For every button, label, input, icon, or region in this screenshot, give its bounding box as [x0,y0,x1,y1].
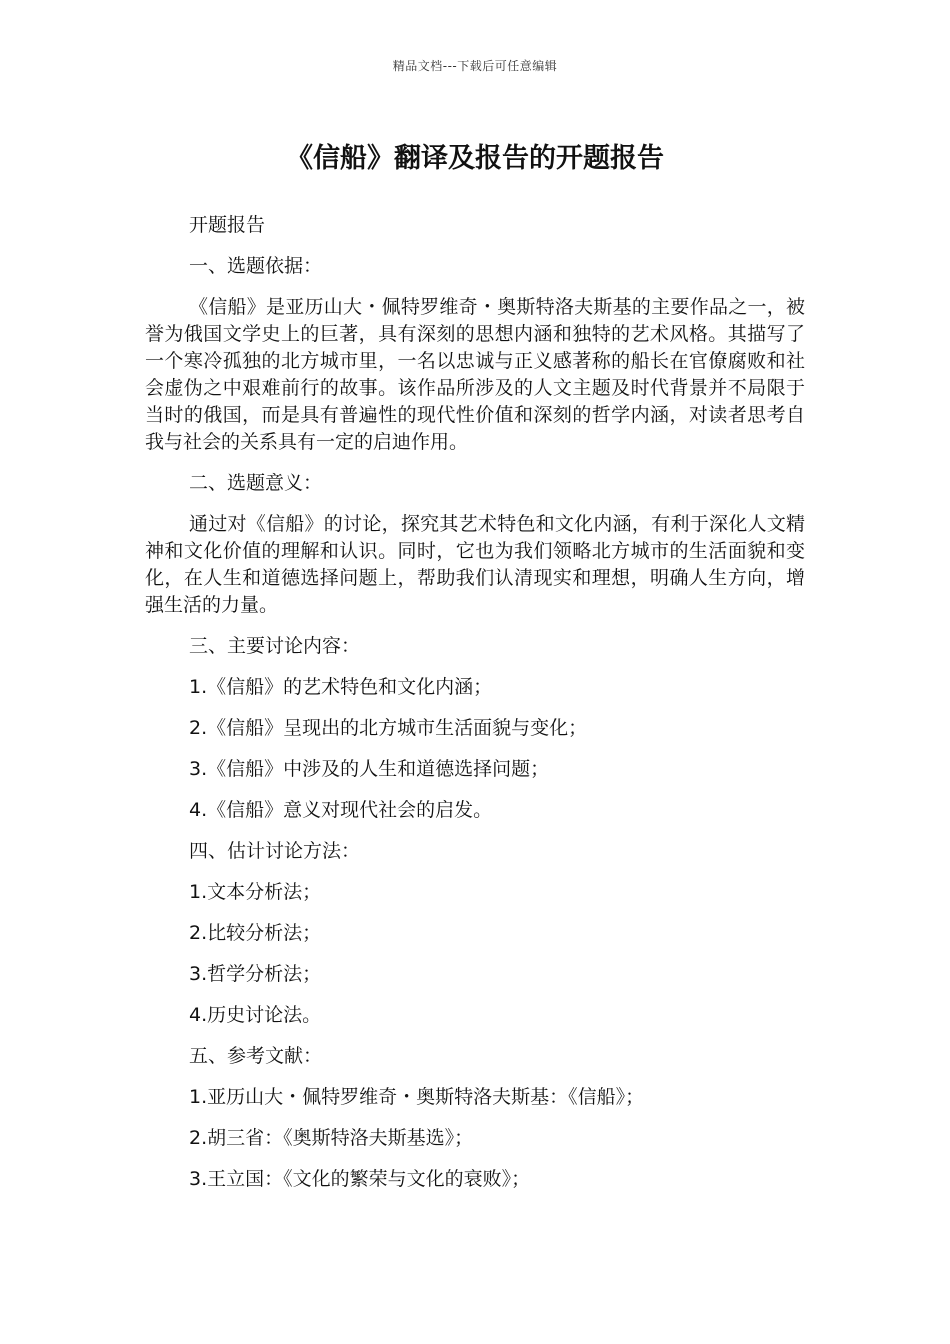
section-body-significance: 通过对《信船》的讨论，探究其艺术特色和文化内涵，有利于深化人文精神和文化价值的理解和认识。同时，它也为我们领略北方城市的生活面貌和变化，在人生和道德选择问题上，帮助我们认清现实和理想，明确人生方向，增强生活的力量。 [145,513,805,616]
section-heading-significance: 二、选题意义： [189,472,323,494]
document-body [145,212,805,1207]
list-item: 2.《信船》呈现出的北方城市生活面貌与变化； [189,717,588,739]
section-heading-methods: 四、估计讨论方法： [189,840,361,862]
section-heading-content: 三、主要讨论内容： [189,635,361,657]
list-item: 4.《信船》意义对现代社会的启发。 [189,799,493,821]
document-title: 《信船》翻译及报告的开题报告 [286,143,664,174]
list-item: 1.《信船》的艺术特色和文化内涵； [189,676,493,698]
list-item: 3.哲学分析法； [189,963,322,985]
reference-item: 1.亚历山大・佩特罗维奇・奥斯特洛夫斯基：《信船》； [189,1086,645,1108]
report-label: 开题报告 [189,214,266,236]
page-header: 精品文档---下载后可任意编辑 [392,59,558,73]
list-item: 1.文本分析法； [189,881,322,903]
reference-item: 3.王立国：《文化的繁荣与文化的衰败》； [189,1168,531,1190]
section-heading-references: 五、参考文献： [189,1045,323,1067]
list-item: 2.比较分析法； [189,922,322,944]
reference-item: 2.胡三省：《奥斯特洛夫斯基选》； [189,1127,474,1149]
list-item: 3.《信船》中涉及的人生和道德选择问题； [189,758,550,780]
section-body-basis: 《信船》是亚历山大・佩特罗维奇・奥斯特洛夫斯基的主要作品之一，被誉为俄国文学史上的巨著，具有深刻的思想内涵和独特的艺术风格。其描写了一个寒冷孤独的北方城市里，一名以忠诚与正义感著称的船长在官僚腐败和社会虚伪之中艰难前行的故事。该作品所涉及的人文主题及时代背景并不局限于当时的俄国，而是具有普遍性的现代性价值和深刻的哲学内涵，对读者思考自我与社会的关系具有一定的启迪作用。 [145,296,805,453]
list-item: 4.历史讨论法。 [189,1004,322,1026]
section-heading-basis: 一、选题依据： [189,255,323,277]
